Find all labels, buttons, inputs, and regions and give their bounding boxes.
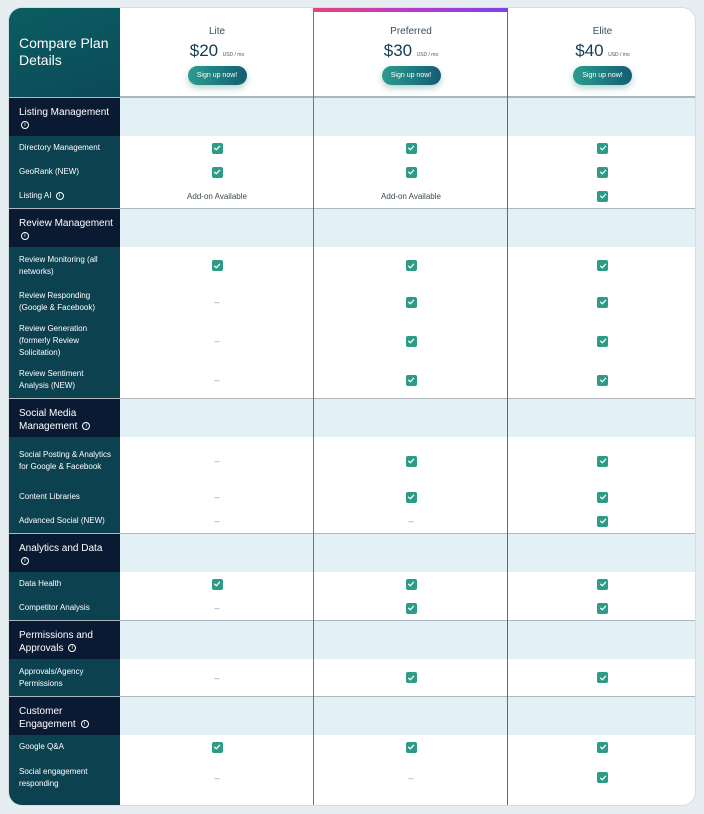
dash-icon: – (214, 772, 220, 783)
included-cell (508, 437, 696, 485)
feature-row (9, 759, 696, 796)
check-icon (597, 742, 608, 753)
check-icon (406, 167, 417, 178)
preferred-highlight-bar (313, 8, 508, 12)
included-cell (314, 735, 508, 759)
addon-cell (314, 184, 508, 208)
plan-header-preferred (314, 8, 508, 97)
check-icon (597, 456, 608, 467)
plan-name: Lite (208, 26, 226, 37)
feature-label (9, 735, 120, 759)
included-cell (120, 247, 314, 284)
section-label (9, 399, 120, 437)
label-text: Advanced Social (NEW) (19, 516, 105, 525)
check-icon (406, 456, 417, 467)
info-icon[interactable]: i (82, 422, 90, 430)
dash-icon: – (214, 672, 220, 683)
not-included-cell (120, 362, 314, 398)
included-cell (508, 362, 696, 398)
feature-row (9, 659, 696, 696)
check-icon (597, 167, 608, 178)
check-icon (212, 167, 223, 178)
included-cell (314, 284, 508, 320)
check-icon (597, 492, 608, 503)
label-text: Customer Engagement i (19, 705, 114, 731)
not-included-cell (120, 509, 314, 533)
included-cell (120, 136, 314, 160)
dash-icon: – (408, 516, 414, 526)
check-icon (406, 336, 417, 347)
dash-icon: – (214, 492, 220, 502)
dash-icon: – (214, 603, 220, 613)
feature-row (9, 184, 696, 208)
check-icon (597, 191, 608, 202)
label-text: Listing AI i (19, 190, 64, 202)
included-cell (314, 659, 508, 696)
check-icon (597, 375, 608, 386)
check-icon (406, 143, 417, 154)
plan-price: $20 USD / mo (189, 41, 245, 60)
included-cell (314, 136, 508, 160)
not-included-cell (120, 759, 314, 796)
included-cell (508, 136, 696, 160)
feature-row (9, 362, 696, 398)
not-included-cell (120, 284, 314, 320)
feature-label (9, 320, 120, 362)
label-text: Review Sentiment Analysis (NEW) (19, 369, 84, 390)
included-cell (120, 735, 314, 759)
check-icon (406, 492, 417, 503)
label-text: Analytics and Data i (19, 543, 103, 565)
feature-label (9, 659, 120, 696)
included-cell (508, 320, 696, 362)
section-label (9, 534, 120, 572)
check-icon (597, 297, 608, 308)
label-text: Review Monitoring (all networks) (19, 254, 98, 276)
included-cell (508, 509, 696, 533)
not-included-cell (314, 759, 508, 796)
feature-label (9, 136, 120, 160)
plan-price: $40 USD / mo (575, 41, 630, 60)
dash-icon: – (214, 375, 220, 385)
compare-plans-card (8, 7, 696, 806)
check-icon (212, 742, 223, 753)
sign-up-button-elite[interactable]: Sign up now! (573, 66, 632, 85)
check-icon (597, 603, 608, 614)
included-cell (508, 485, 696, 509)
section-row (9, 620, 696, 659)
label-text: Permissions and Approvals i (19, 630, 93, 654)
not-included-cell (120, 659, 314, 696)
section-row (9, 696, 696, 735)
check-icon (406, 297, 417, 308)
label-text: Review Generation (formerly Review Solicitation) (19, 324, 88, 357)
included-cell (314, 362, 508, 398)
check-icon (597, 579, 608, 590)
info-icon[interactable]: i (81, 720, 89, 728)
included-cell (508, 184, 696, 208)
label-text: Content Libraries (19, 492, 80, 501)
check-icon (406, 603, 417, 614)
check-icon (406, 375, 417, 386)
included-cell (508, 247, 696, 284)
included-cell (508, 659, 696, 696)
feature-label (9, 596, 120, 620)
label-text: Review Management i (19, 218, 113, 240)
label-text: Directory Management (19, 143, 100, 152)
label-text: Google Q&A (19, 742, 64, 751)
check-icon (597, 672, 608, 683)
check-icon (597, 772, 608, 783)
info-icon[interactable]: i (21, 232, 29, 240)
label-text: GeoRank (NEW) (19, 167, 80, 176)
info-icon[interactable]: i (68, 644, 76, 652)
addon-text: Add-on Available (187, 191, 247, 201)
feature-label (9, 284, 120, 320)
feature-label (9, 160, 120, 184)
feature-label (9, 362, 120, 398)
label-text: Listing Management i (19, 107, 110, 129)
section-label (9, 621, 120, 659)
feature-label (9, 509, 120, 533)
feature-row (9, 572, 696, 596)
dash-icon: – (214, 516, 220, 526)
included-cell (314, 485, 508, 509)
not-included-cell (314, 509, 508, 533)
check-icon (597, 260, 608, 271)
check-icon (406, 260, 417, 271)
included-cell (508, 284, 696, 320)
included-cell (314, 320, 508, 362)
check-icon (406, 672, 417, 683)
label-text: Social Media Management i (19, 407, 114, 433)
dash-icon: – (214, 297, 220, 307)
included-cell (314, 572, 508, 596)
feature-row (9, 247, 696, 284)
check-icon (212, 260, 223, 271)
included-cell (120, 160, 314, 184)
included-cell (314, 437, 508, 485)
check-icon (597, 143, 608, 154)
included-cell (314, 247, 508, 284)
section-label (9, 209, 120, 247)
included-cell (508, 759, 696, 796)
included-cell (314, 596, 508, 620)
plan-price: $30 USD / mo (383, 41, 439, 60)
section-label (9, 98, 120, 136)
compare-title: Compare Plan Details (9, 8, 120, 97)
label-text: Social Posting & Analytics for Google & Facebook (19, 450, 112, 471)
not-included-cell (120, 320, 314, 362)
feature-row (9, 437, 696, 485)
dash-icon: – (214, 456, 220, 466)
section-row (9, 97, 696, 136)
feature-label (9, 485, 120, 509)
check-icon (597, 516, 608, 527)
label-text: Review Responding (Google & Facebook) (19, 291, 96, 312)
info-icon[interactable]: i (21, 121, 29, 129)
sign-up-button-preferred[interactable]: Sign up now! (382, 66, 441, 85)
included-cell (508, 596, 696, 620)
info-icon[interactable]: i (21, 557, 29, 565)
label-text: Approvals/Agency Permissions (19, 666, 84, 688)
sign-up-button-lite[interactable]: Sign up now! (188, 66, 247, 85)
feature-row (9, 596, 696, 620)
feature-row (9, 509, 696, 533)
plan-name: Preferred (390, 26, 432, 37)
feature-label (9, 247, 120, 284)
check-icon (212, 579, 223, 590)
info-icon[interactable]: i (56, 192, 64, 200)
feature-label (9, 572, 120, 596)
section-row (9, 533, 696, 572)
not-included-cell (120, 485, 314, 509)
feature-label (9, 437, 120, 485)
plan-name: Elite (592, 26, 613, 37)
section-row (9, 208, 696, 247)
feature-row (9, 485, 696, 509)
feature-row (9, 735, 696, 759)
check-icon (406, 742, 417, 753)
included-cell (508, 572, 696, 596)
feature-row (9, 160, 696, 184)
plan-header-lite (120, 8, 314, 97)
check-icon (406, 579, 417, 590)
section-label (9, 697, 120, 735)
included-cell (508, 735, 696, 759)
check-icon (597, 336, 608, 347)
feature-row (9, 284, 696, 320)
dash-icon: – (408, 772, 414, 783)
feature-row (9, 320, 696, 362)
label-text: Data Health (19, 579, 62, 588)
not-included-cell (120, 437, 314, 485)
addon-text: Add-on Available (381, 191, 441, 201)
included-cell (314, 160, 508, 184)
label-text: Social engagement responding (19, 766, 88, 788)
feature-label (9, 184, 120, 208)
feature-row (9, 136, 696, 160)
included-cell (120, 572, 314, 596)
not-included-cell (120, 596, 314, 620)
feature-label (9, 759, 120, 796)
section-row (9, 398, 696, 437)
included-cell (508, 160, 696, 184)
check-icon (212, 143, 223, 154)
label-text: Competitor Analysis (19, 603, 90, 612)
plan-header-elite (508, 8, 696, 97)
addon-cell (120, 184, 314, 208)
dash-icon: – (214, 336, 220, 346)
